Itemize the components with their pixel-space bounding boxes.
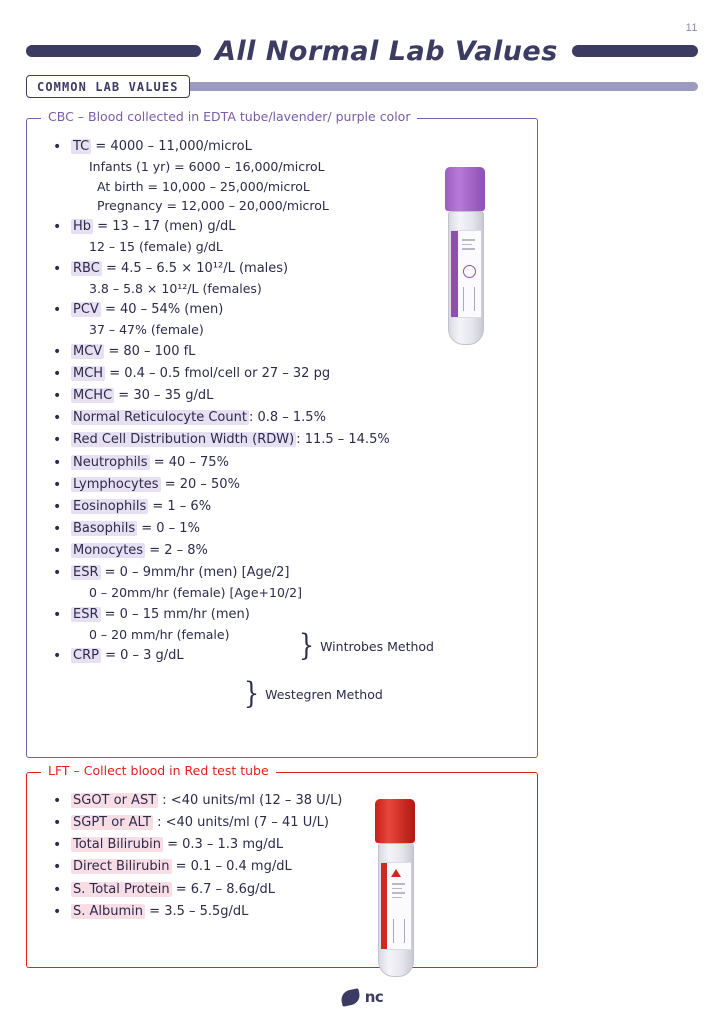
lab-parameter-value: = 6.7 – 8.6g/dL: [171, 881, 275, 897]
list-item: [41, 791, 527, 811]
list-item: [41, 386, 527, 406]
lab-parameter-value: = 40 – 54% (men): [100, 302, 224, 318]
lab-parameter-name: Total Bilirubin: [73, 837, 161, 853]
lab-parameter-name: Direct Bilirubin: [73, 859, 170, 875]
edta-tube-image: [445, 167, 485, 345]
list-item: [41, 857, 527, 877]
logo-mark-icon: [339, 988, 361, 1007]
lab-sub-value: Infants (1 yr) = 6000 – 16,000/microL: [89, 159, 325, 175]
footer-logo-text: nc: [364, 988, 384, 1006]
tube-label-stripe: [451, 231, 458, 317]
tube-label: [381, 862, 411, 950]
lab-parameter-value: : <40 units/ml (12 – 38 U/L): [158, 793, 343, 808]
page-header: [26, 36, 698, 66]
list-item: [41, 563, 527, 603]
list-item: [41, 605, 527, 645]
lab-parameter-name: Lymphocytes: [73, 476, 159, 492]
lab-parameter-name: MCV: [73, 343, 103, 359]
page-title: All Normal Lab Values: [215, 35, 558, 67]
tube-cap-red: [375, 799, 415, 843]
footer-logo: [0, 988, 724, 1006]
lab-parameter-value: = 0 – 9mm/hr (men) [Age/2]: [100, 565, 290, 581]
lab-sub-value: At birth = 10,000 – 25,000/microL: [97, 178, 310, 194]
list-item: [41, 408, 527, 428]
list-item: [41, 813, 527, 833]
header-rule-left: [26, 45, 201, 57]
lab-parameter-name: S. Albumin: [73, 903, 144, 919]
list-item: [41, 541, 527, 561]
lab-parameter-name: MCHC: [73, 388, 113, 404]
tube-label-lines: [462, 239, 478, 253]
tube-cap-purple: [445, 167, 485, 211]
lab-parameter-name: RBC: [73, 260, 100, 276]
lab-parameter-value: = 0.4 – 0.5 fmol/cell or 27 – 32 pg: [105, 365, 331, 381]
lab-parameter-value: = 20 – 50%: [160, 476, 240, 492]
lab-parameter-value: = 4000 – 11,000/microL: [91, 139, 252, 154]
lab-parameter-value: : <40 units/ml (7 – 41 U/L): [152, 815, 329, 831]
lab-parameter-value: = 80 – 100 fL: [104, 343, 196, 359]
list-item: [41, 475, 527, 495]
lab-parameter-name: Neutrophils: [73, 454, 148, 470]
lab-sub-value: 37 – 47% (female): [89, 322, 204, 338]
lab-parameter-value: = 0 – 15 mm/hr (men): [100, 606, 250, 622]
wintrobes-label: Wintrobes Method: [320, 638, 434, 654]
brace-icon: }: [298, 628, 315, 663]
tube-label-stripe: [381, 863, 387, 949]
lab-parameter-name: CRP: [73, 648, 99, 664]
list-item: [41, 880, 527, 900]
lab-sub-value: 0 – 20mm/hr (female) [Age+10/2]: [89, 585, 302, 601]
lab-parameter-name: MCH: [73, 365, 104, 381]
lab-parameter-name: ESR: [73, 565, 99, 581]
tube-label: [451, 230, 481, 318]
lab-parameter-name: Basophils: [73, 520, 136, 536]
lab-parameter-value: = 3.5 – 5.5g/dL: [145, 903, 249, 919]
lab-parameter-name: ESR: [73, 606, 99, 622]
lab-sub-value: 3.8 – 5.8 × 10¹²/L (females): [89, 280, 262, 296]
tube-label-vertical-text: [393, 919, 405, 943]
list-item: [41, 430, 527, 450]
lab-parameter-name: Red Cell Distribution Width (RDW): [73, 432, 295, 448]
lab-sub-value: 0 – 20 mm/hr (female): [89, 626, 230, 642]
list-item: [41, 646, 527, 666]
westegren-label: Westegren Method: [265, 686, 383, 702]
tube-label-lines: [392, 883, 408, 901]
lab-parameter-value: = 2 – 8%: [145, 543, 208, 559]
lab-parameter-value: = 40 – 75%: [149, 454, 229, 470]
tube-logo-icon: [463, 265, 476, 278]
lab-sub-value: Pregnancy = 12,000 – 20,000/microL: [97, 197, 329, 213]
lab-parameter-value: = 1 – 6%: [148, 498, 212, 514]
tube-body: [378, 843, 414, 977]
lab-sub-value: 12 – 15 (female) g/dL: [89, 239, 223, 255]
list-item: [41, 519, 527, 539]
lab-parameter-name: PCV: [73, 302, 99, 318]
cbc-section: [26, 109, 538, 758]
lab-parameter-value: = 30 – 35 g/dL: [114, 388, 214, 404]
wintrobes-annotation: [297, 628, 434, 663]
lab-parameter-name: SGOT or AST: [73, 793, 157, 808]
list-item: [41, 835, 527, 855]
lft-section: [26, 763, 538, 968]
lft-list: [41, 791, 527, 922]
list-item: [41, 902, 527, 922]
page-number: 11: [685, 22, 698, 34]
cbc-section-title: CBC – Blood collected in EDTA tube/lavender/ purple color: [41, 109, 417, 124]
section-banner-strip: [184, 82, 698, 91]
lft-section-title: LFT – Collect blood in Red test tube: [41, 763, 276, 778]
brace-icon: }: [243, 676, 260, 711]
header-rule-right: [572, 45, 698, 57]
lab-parameter-name: Normal Reticulocyte Count: [73, 410, 247, 426]
list-item: [41, 364, 527, 384]
warning-triangle-icon: [391, 869, 401, 877]
lab-parameter-name: S. Total Protein: [73, 881, 170, 897]
list-item: [41, 453, 527, 473]
lab-parameter-name: Hb: [73, 219, 92, 235]
lab-parameter-name: TC: [73, 139, 90, 154]
westegren-annotation: [242, 676, 383, 711]
lab-parameter-name: SGPT or ALT: [73, 815, 151, 831]
lab-parameter-value: = 4.5 – 6.5 × 10¹²/L (males): [101, 260, 289, 276]
tube-label-vertical-text: [463, 287, 475, 311]
lab-parameter-value: = 0.3 – 1.3 mg/dL: [162, 837, 284, 853]
lab-parameter-value: : 0.8 – 1.5%: [248, 410, 326, 426]
section-banner-label: COMMON LAB VALUES: [26, 75, 190, 98]
tube-body: [448, 211, 484, 345]
red-test-tube-image: [375, 799, 415, 977]
lab-parameter-name: Eosinophils: [73, 498, 147, 514]
lab-parameter-value: = 0.1 – 0.4 mg/dL: [171, 859, 292, 875]
lft-content: [41, 791, 527, 924]
lab-parameter-value: = 13 – 17 (men) g/dL: [93, 219, 236, 235]
lab-parameter-name: Monocytes: [73, 543, 144, 559]
list-item: [41, 497, 527, 517]
lab-parameter-value: = 0 – 1%: [137, 520, 200, 536]
lab-parameter-value: : 11.5 – 14.5%: [296, 432, 390, 448]
lab-parameter-value: = 0 – 3 g/dL: [100, 648, 184, 664]
section-banner: [26, 74, 698, 98]
